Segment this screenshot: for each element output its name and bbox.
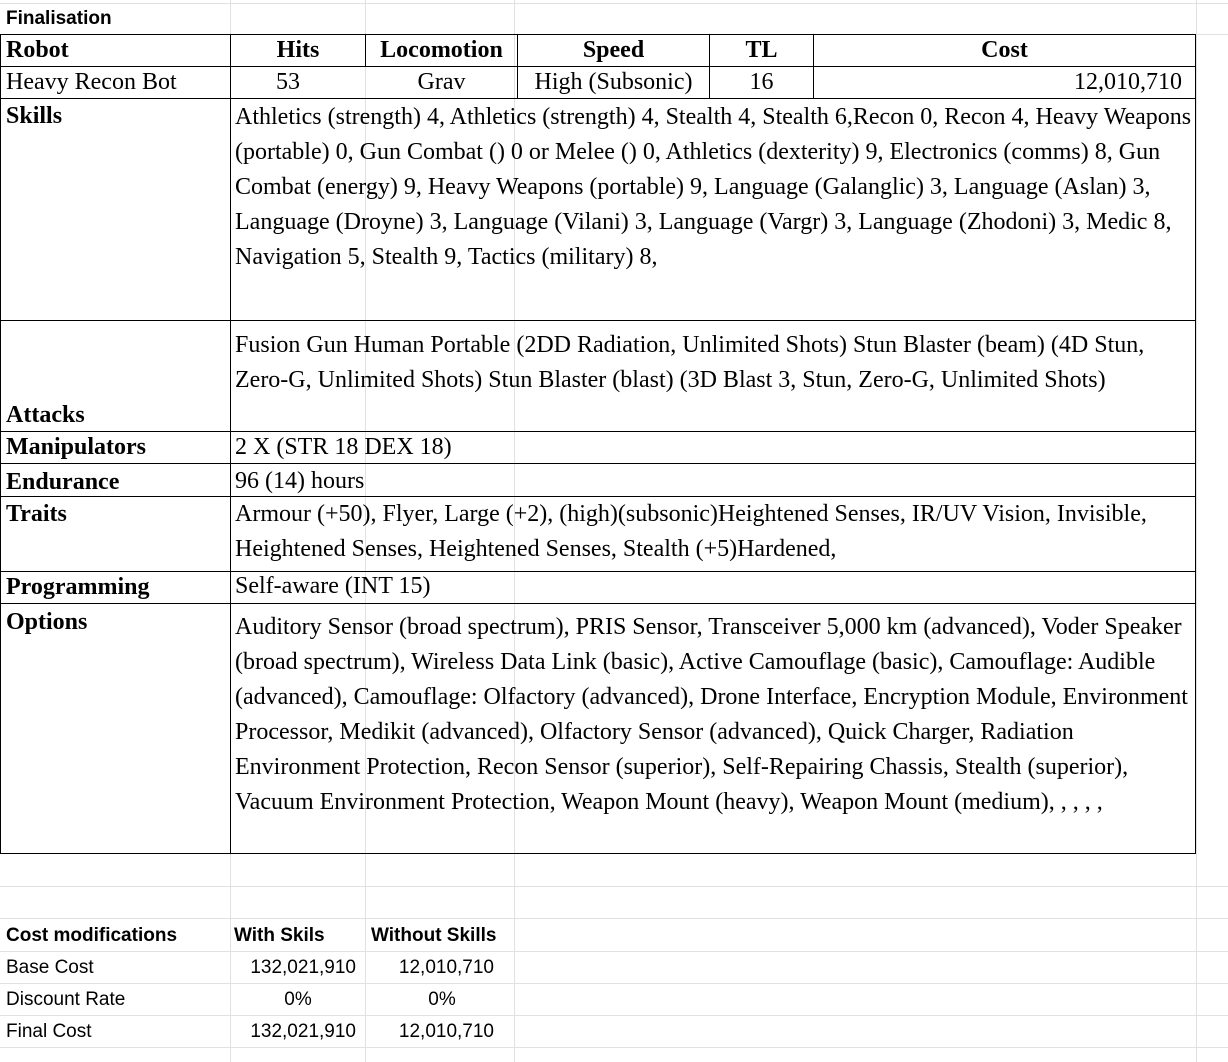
programming-text: Self-aware (INT 15) [235,573,431,599]
skills-label: Skills [6,103,63,129]
attacks-text: Fusion Gun Human Portable (2DD Radiation, Unlimited Shots) Stun Blaster (beam) (4D Stun, Zero-G, Unlimited Shots) Stun Blaster (blast) (3D Blast 3, Stun, Zero-G, Unlimited Shots) [235,332,1145,393]
cost-mods-row-label: Discount Rate [6,989,126,1010]
sheet-title: Finalisation [6,8,112,29]
cost-mods-header: Cost modifications [6,925,178,946]
header-cost: Cost [981,37,1028,63]
header-robot: Robot [6,37,69,63]
cost-mods-col-with: With Skils [234,925,325,946]
manipulators-text: 2 X (STR 18 DEX 18) [235,434,452,460]
skills-text: Athletics (strength) 4, Athletics (strength) 4, Stealth 4, Stealth 6,Recon 0, Recon 4, Heavy Weapons (portable) 0, Gun Combat () 0 or Melee () 0, Athletics (dexterity) 9, Electronics (comms) 8, Gun Combat (energy) 9, Heavy Weapons (portable) 9, Language (Galanglic) 3, Language (Aslan) 3, Language (Droyne) 3, Language (Vilani) 3, Language (Vargr) 3, Language (Zhodoni) 3, Medic 8, Navigation 5, Stealth 9, Tactics (military) 8, [235,104,1192,270]
cost-mods-row-label: Base Cost [6,957,94,978]
robot-locomotion: Grav [417,69,466,95]
cost-mods-row-without: 12,010,710 [398,957,494,978]
robot-hits: 53 [276,69,300,95]
robot-tl: 16 [749,69,774,95]
cost-mods-row-without: 0% [428,989,456,1010]
robot-cost: 12,010,710 [1074,69,1182,95]
cost-mods-row-without: 12,010,710 [398,1021,494,1042]
manipulators-label: Manipulators [6,434,147,460]
robot-speed: High (Subsonic) [534,69,693,95]
header-speed: Speed [582,37,645,63]
header-locomotion: Locomotion [380,37,503,63]
robot-name: Heavy Recon Bot [6,69,177,95]
cost-mods-col-without: Without Skills [371,925,497,946]
endurance-label: Endurance [6,469,120,495]
options-label: Options [6,609,88,635]
programming-label: Programming [6,574,150,600]
cost-mods-row-with: 132,021,910 [250,1021,356,1042]
cost-mods-row-with: 132,021,910 [250,957,356,978]
traits-text: Armour (+50), Flyer, Large (+2), (high)(subsonic)Heightened Senses, IR/UV Vision, Invisible, Heightened Senses, Heightened Senses, Stealth (+5)Hardened, [235,501,1147,562]
header-hits: Hits [276,37,320,63]
traits-label: Traits [6,501,67,527]
attacks-label: Attacks [6,402,85,428]
endurance-text: 96 (14) hours [235,468,365,494]
cost-mods-row-with: 0% [284,989,312,1010]
header-tl: TL [745,37,778,63]
options-text: Auditory Sensor (broad spectrum), PRIS Sensor, Transceiver 5,000 km (advanced), Voder Speaker (broad spectrum), Wireless Data Link (basic), Active Camouflage (basic), Camouflage: Audible (advanced), Camouflage: Olfactory (advanced), Drone Interface, Encryption Module, Environment Processor, Medikit (advanced), Olfactory Sensor (advanced), Quick Charger, Radiation Environment Protection, Recon Sensor (superior), Self-Repairing Chassis, Stealth (superior), Vacuum Environment Protection, Weapon Mount (heavy), Weapon Mount (medium), , , , , [235,614,1188,815]
cost-mods-row-label: Final Cost [6,1021,92,1042]
